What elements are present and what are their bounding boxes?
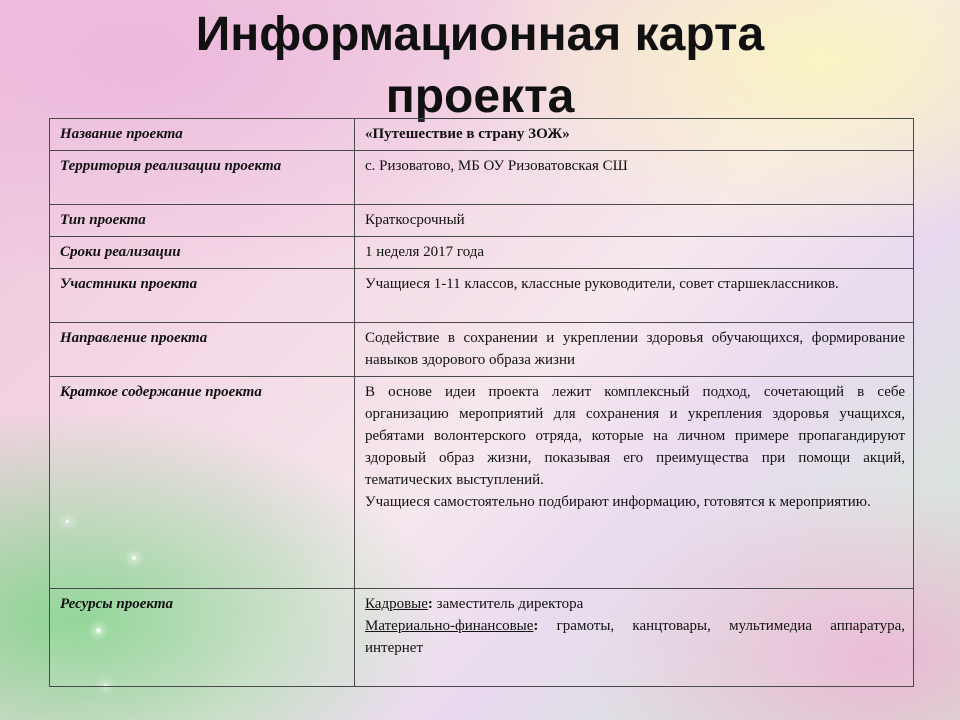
row-label: Сроки реализации (50, 237, 355, 269)
title-line-2: проекта (385, 70, 575, 123)
row-value: Содействие в сохранении и укреплении здоровья обучающихся, формирование навыков здорового образа жизни (355, 323, 914, 377)
resource-staff (365, 593, 905, 615)
resource-material-label: Материально-финансовые (365, 618, 534, 634)
table-row (50, 151, 914, 205)
table-row (50, 119, 914, 151)
colon: : (427, 596, 433, 612)
table-row (50, 237, 914, 269)
table-row (50, 323, 914, 377)
row-value: «Путешествие в страну ЗОЖ» (355, 119, 914, 151)
row-value (355, 589, 914, 687)
row-label: Название проекта (50, 119, 355, 151)
resource-material (365, 615, 905, 659)
title-line-1: Информационная карта (195, 8, 765, 61)
summary-paragraph-2: Учащиеся самостоятельно подбирают информацию, готовятся к мероприятию. (365, 494, 871, 510)
colon: : (533, 618, 539, 634)
table-row (50, 377, 914, 589)
row-label: Ресурсы проекта (50, 589, 355, 687)
row-value: с. Ризоватово, МБ ОУ Ризоватовская СШ (355, 151, 914, 205)
row-label: Территория реализации проекта (50, 151, 355, 205)
row-value: Краткосрочный (355, 205, 914, 237)
row-value: 1 неделя 2017 года (355, 237, 914, 269)
row-label: Тип проекта (50, 205, 355, 237)
row-value: Учащиеся 1-11 классов, классные руководители, совет старшеклассников. (355, 269, 914, 323)
resource-staff-value: заместитель директора (432, 596, 584, 612)
row-value (355, 377, 914, 589)
table-row (50, 269, 914, 323)
summary-paragraph-1: В основе идеи проекта лежит комплексный подход, сочетающий в себе организацию мероприятий для сохранения и укрепления здоровья учащихся, ребятами волонтерского отряда, которые на личном примере пропагандируют здоровый образ жизни, показывая его преимущества при помощи акций, тематических выступлений. (365, 384, 905, 488)
row-label: Направление проекта (50, 323, 355, 377)
table-row (50, 205, 914, 237)
table-row (50, 589, 914, 687)
resource-staff-label: Кадровые (365, 596, 428, 612)
row-label: Краткое содержание проекта (50, 377, 355, 589)
resource-material-value: грамоты, канцтовары, мультимедиа аппаратура, интернет (365, 618, 905, 656)
project-info-table (49, 118, 914, 687)
row-label: Участники проекта (50, 269, 355, 323)
